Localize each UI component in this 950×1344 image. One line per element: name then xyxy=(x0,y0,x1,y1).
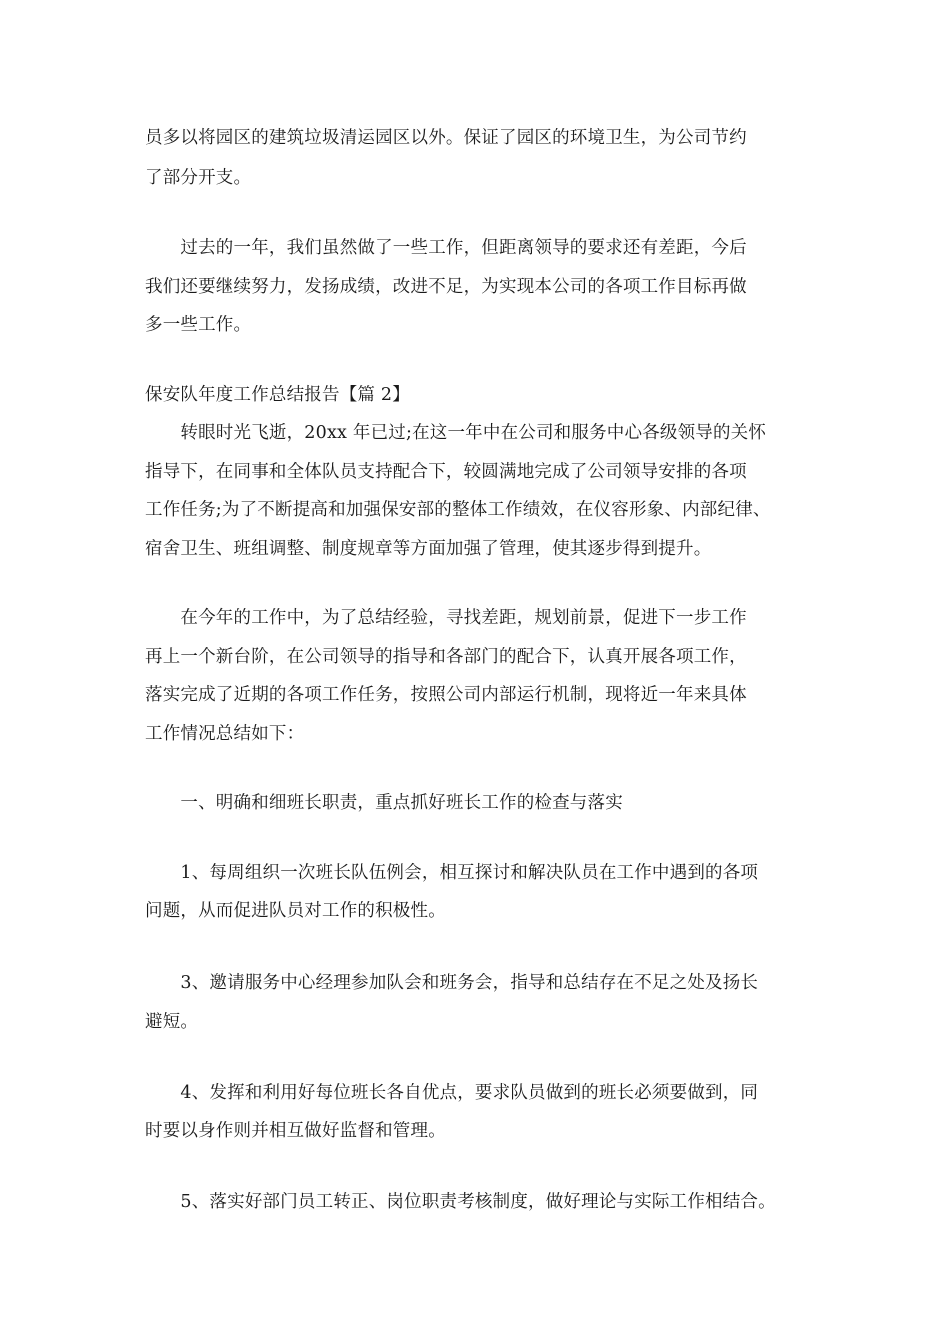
text-line: 转眼时光飞逝，20xx 年已过;在这一年中在公司和服务中心各级领导的关怀 xyxy=(145,423,767,443)
text-line: 工作任务;为了不断提高和加强保安部的整体工作绩效，在仪容形象、内部纪律、 xyxy=(145,500,771,520)
text-line: 问题，从而促进队员对工作的积极性。 xyxy=(145,901,446,921)
text-line: 过去的一年，我们虽然做了一些工作，但距离领导的要求还有差距，今后 xyxy=(145,238,747,258)
text-line: 再上一个新台阶，在公司领导的指导和各部门的配合下，认真开展各项工作， xyxy=(145,647,747,667)
text-line: 时要以身作则并相互做好监督和管理。 xyxy=(145,1121,446,1141)
text-line: 多一些工作。 xyxy=(145,315,252,335)
text-line: 4、发挥和利用好每位班长各自优点，要求队员做到的班长必须要做到，同 xyxy=(145,1083,759,1103)
text-line: 我们还要继续努力，发扬成绩，改进不足，为实现本公司的各项工作目标再做 xyxy=(145,277,747,297)
text-line: 一、明确和细班长职责，重点抓好班长工作的检查与落实 xyxy=(145,793,623,813)
text-line: 工作情况总结如下： xyxy=(145,724,305,744)
text-line: 避短。 xyxy=(145,1012,199,1032)
text-line: 在今年的工作中，为了总结经验，寻找差距，规划前景，促进下一步工作 xyxy=(145,608,747,628)
text-line: 落实完成了近期的各项工作任务，按照公司内部运行机制，现将近一年来具体 xyxy=(145,685,747,705)
text-line: 了部分开支。 xyxy=(145,168,252,188)
text-line: 3、邀请服务中心经理参加队会和班务会，指导和总结存在不足之处及扬长 xyxy=(145,973,759,993)
text-line: 1、每周组织一次班长队伍例会，相互探讨和解决队员在工作中遇到的各项 xyxy=(145,863,759,883)
text-line: 员多以将园区的建筑垃圾清运园区以外。保证了园区的环境卫生，为公司节约 xyxy=(145,128,747,148)
text-line: 指导下，在同事和全体队员支持配合下，较圆满地完成了公司领导安排的各项 xyxy=(145,462,747,482)
text-line: 宿舍卫生、班组调整、制度规章等方面加强了管理，使其逐步得到提升。 xyxy=(145,539,712,559)
section-heading: 保安队年度工作总结报告【篇 2】 xyxy=(145,385,410,405)
text-line: 5、落实好部门员工转正、岗位职责考核制度，做好理论与实际工作相结合。 xyxy=(145,1192,776,1212)
